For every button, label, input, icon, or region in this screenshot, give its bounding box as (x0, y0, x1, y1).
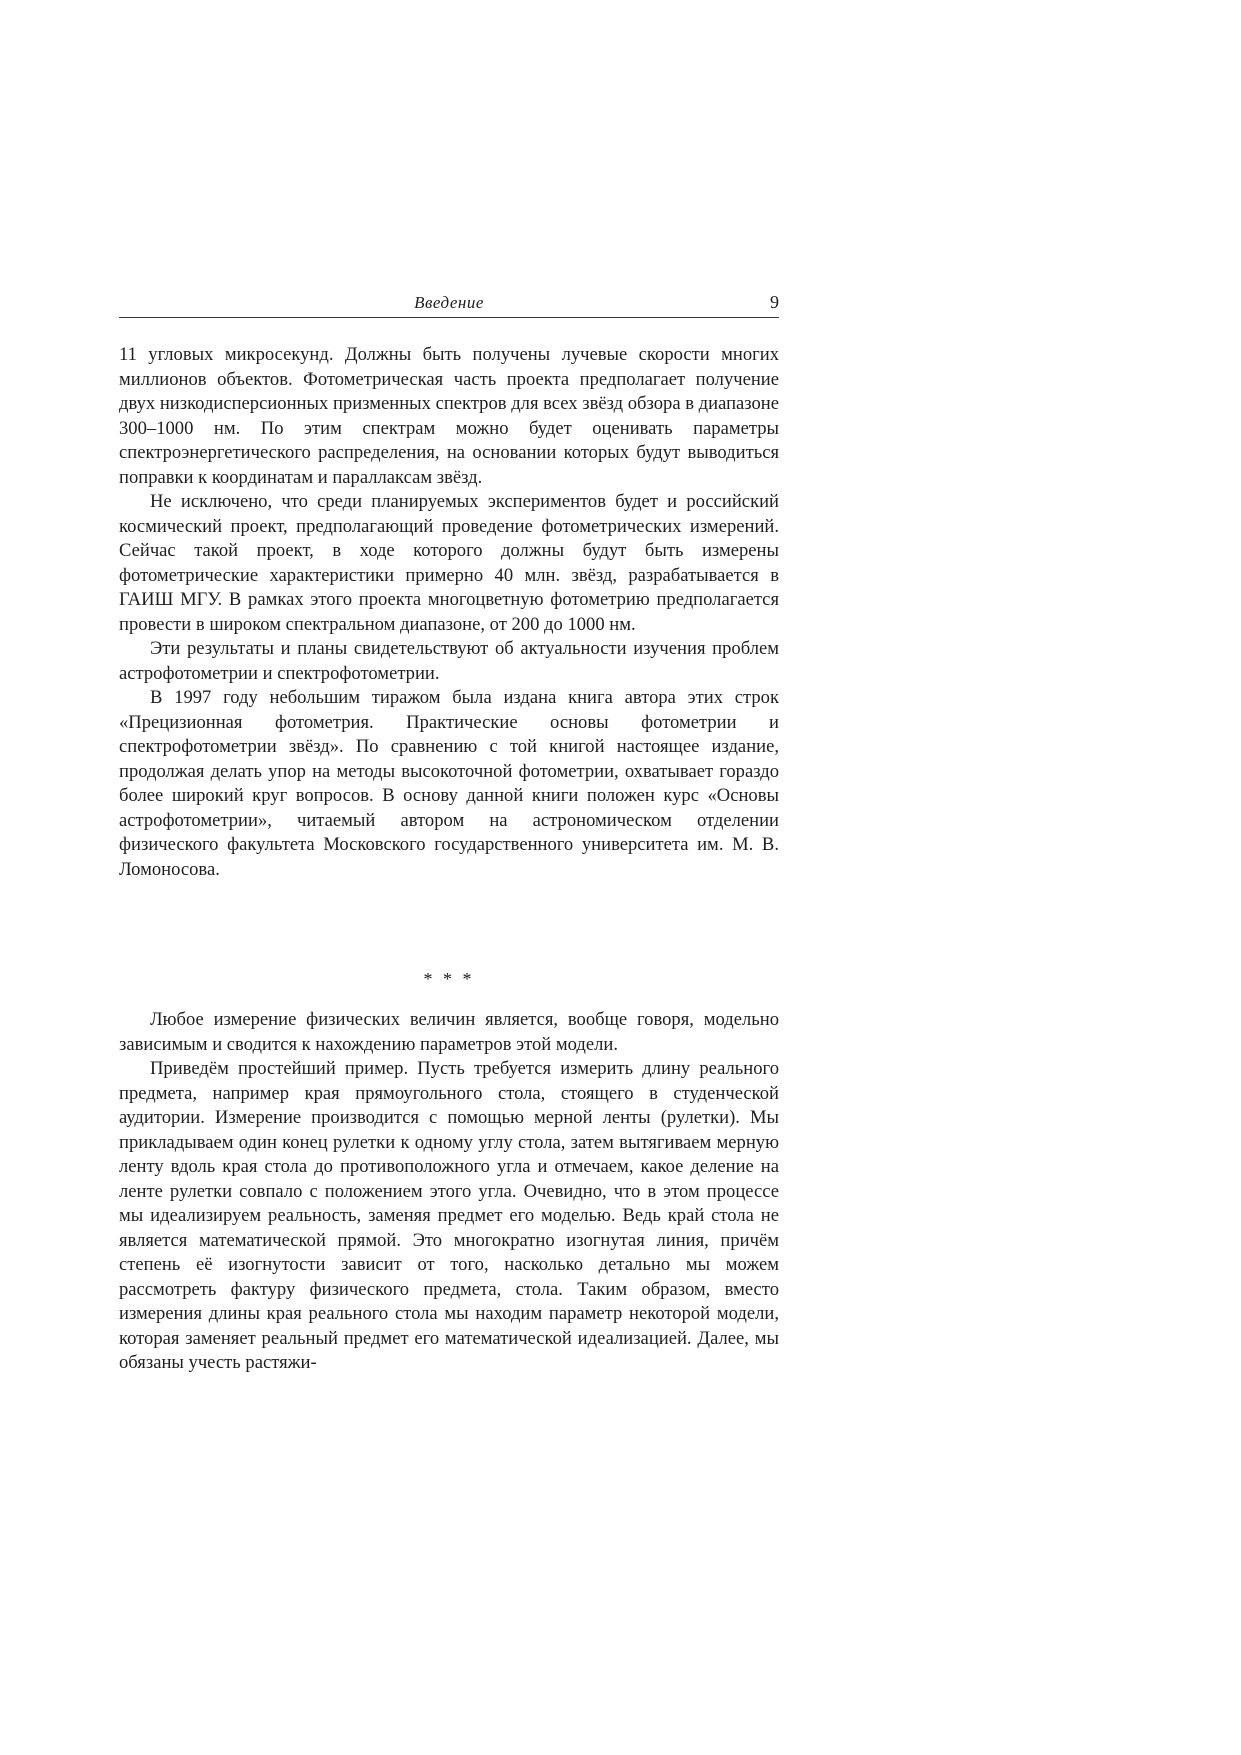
page-number: 9 (770, 292, 779, 312)
body-text-before-separator (119, 343, 779, 882)
paragraph: 11 угловых микросекунд. Должны быть получены лучевые скорости многих миллионов объектов. Фотометрическая часть проекта предполагает получение двух низкодисперсионных призменных спектров для всех звёзд обзора в диапазоне 300–1000 нм. По этим спектрам можно будет оценивать параметры спектроэнергетического распределения, на основании которых будут выводиться поправки к координатам и параллаксам звёзд. (119, 344, 780, 488)
body-text-after-separator (119, 1008, 779, 1376)
paragraph: Любое измерение физических величин является, вообще говоря, модельно зависимым и сводится к нахождению параметров этой модели. (119, 1009, 779, 1055)
running-title: Введение (414, 293, 484, 312)
paragraph: В 1997 году небольшим тиражом была издана книга автора этих строк «Прецизионная фотометрия. Практические основы фотометрии и спектрофотометрии звёзд». По сравнению с той книгой настоящее издание, продолжая делать упор на методы высокоточной фотометрии, охватывает гораздо более широкий круг вопросов. В основу данной книги положен курс «Основы астрофотометрии», читаемый автором на астрономическом отделении физического факультета Московского государственного университета им. М. В. Ломоносова. (119, 687, 779, 880)
page-header (119, 292, 779, 318)
paragraph: Не исключено, что среди планируемых экспериментов будет и российский космический проект, предполагающий проведение фотометрических измерений. Сейчас такой проект, в ходе которого должны будут быть измерены фотометрические характеристики примерно 40 млн. звёзд, разрабатывается в ГАИШ МГУ. В рамках этого проекта многоцветную фотометрию предполагается провести в широком спектральном диапазоне, от 200 до 1000 нм. (119, 491, 779, 635)
section-separator: * * * (423, 969, 475, 989)
paragraph: Приведём простейший пример. Пусть требуется измерить длину реального предмета, например края прямоугольного стола, стоящего в студенческой аудитории. Измерение производится с помощью мерной ленты (рулетки). Мы прикладываем один конец рулетки к одному углу стола, затем вытягиваем мерную ленту вдоль края стола до противоположного угла и отмечаем, какое деление на ленте рулетки совпало с положением этого угла. Очевидно, что в этом процессе мы идеализируем реальность, заменяя предмет его моделью. Ведь край стола не является математической прямой. Это многократно изогнутая линия, причём степень её изогнутости зависит от того, насколько детально мы можем рассмотреть фактуру физического предмета, стола. Таким образом, вместо измерения длины края реального стола мы находим параметр некоторой модели, которая заменяет реальный предмет его математической идеализацией. Далее, мы обязаны учесть растяжи- (119, 1058, 779, 1373)
paragraph: Эти результаты и планы свидетельствуют об актуальности изучения проблем астрофотометрии и спектрофотометрии. (119, 638, 779, 684)
